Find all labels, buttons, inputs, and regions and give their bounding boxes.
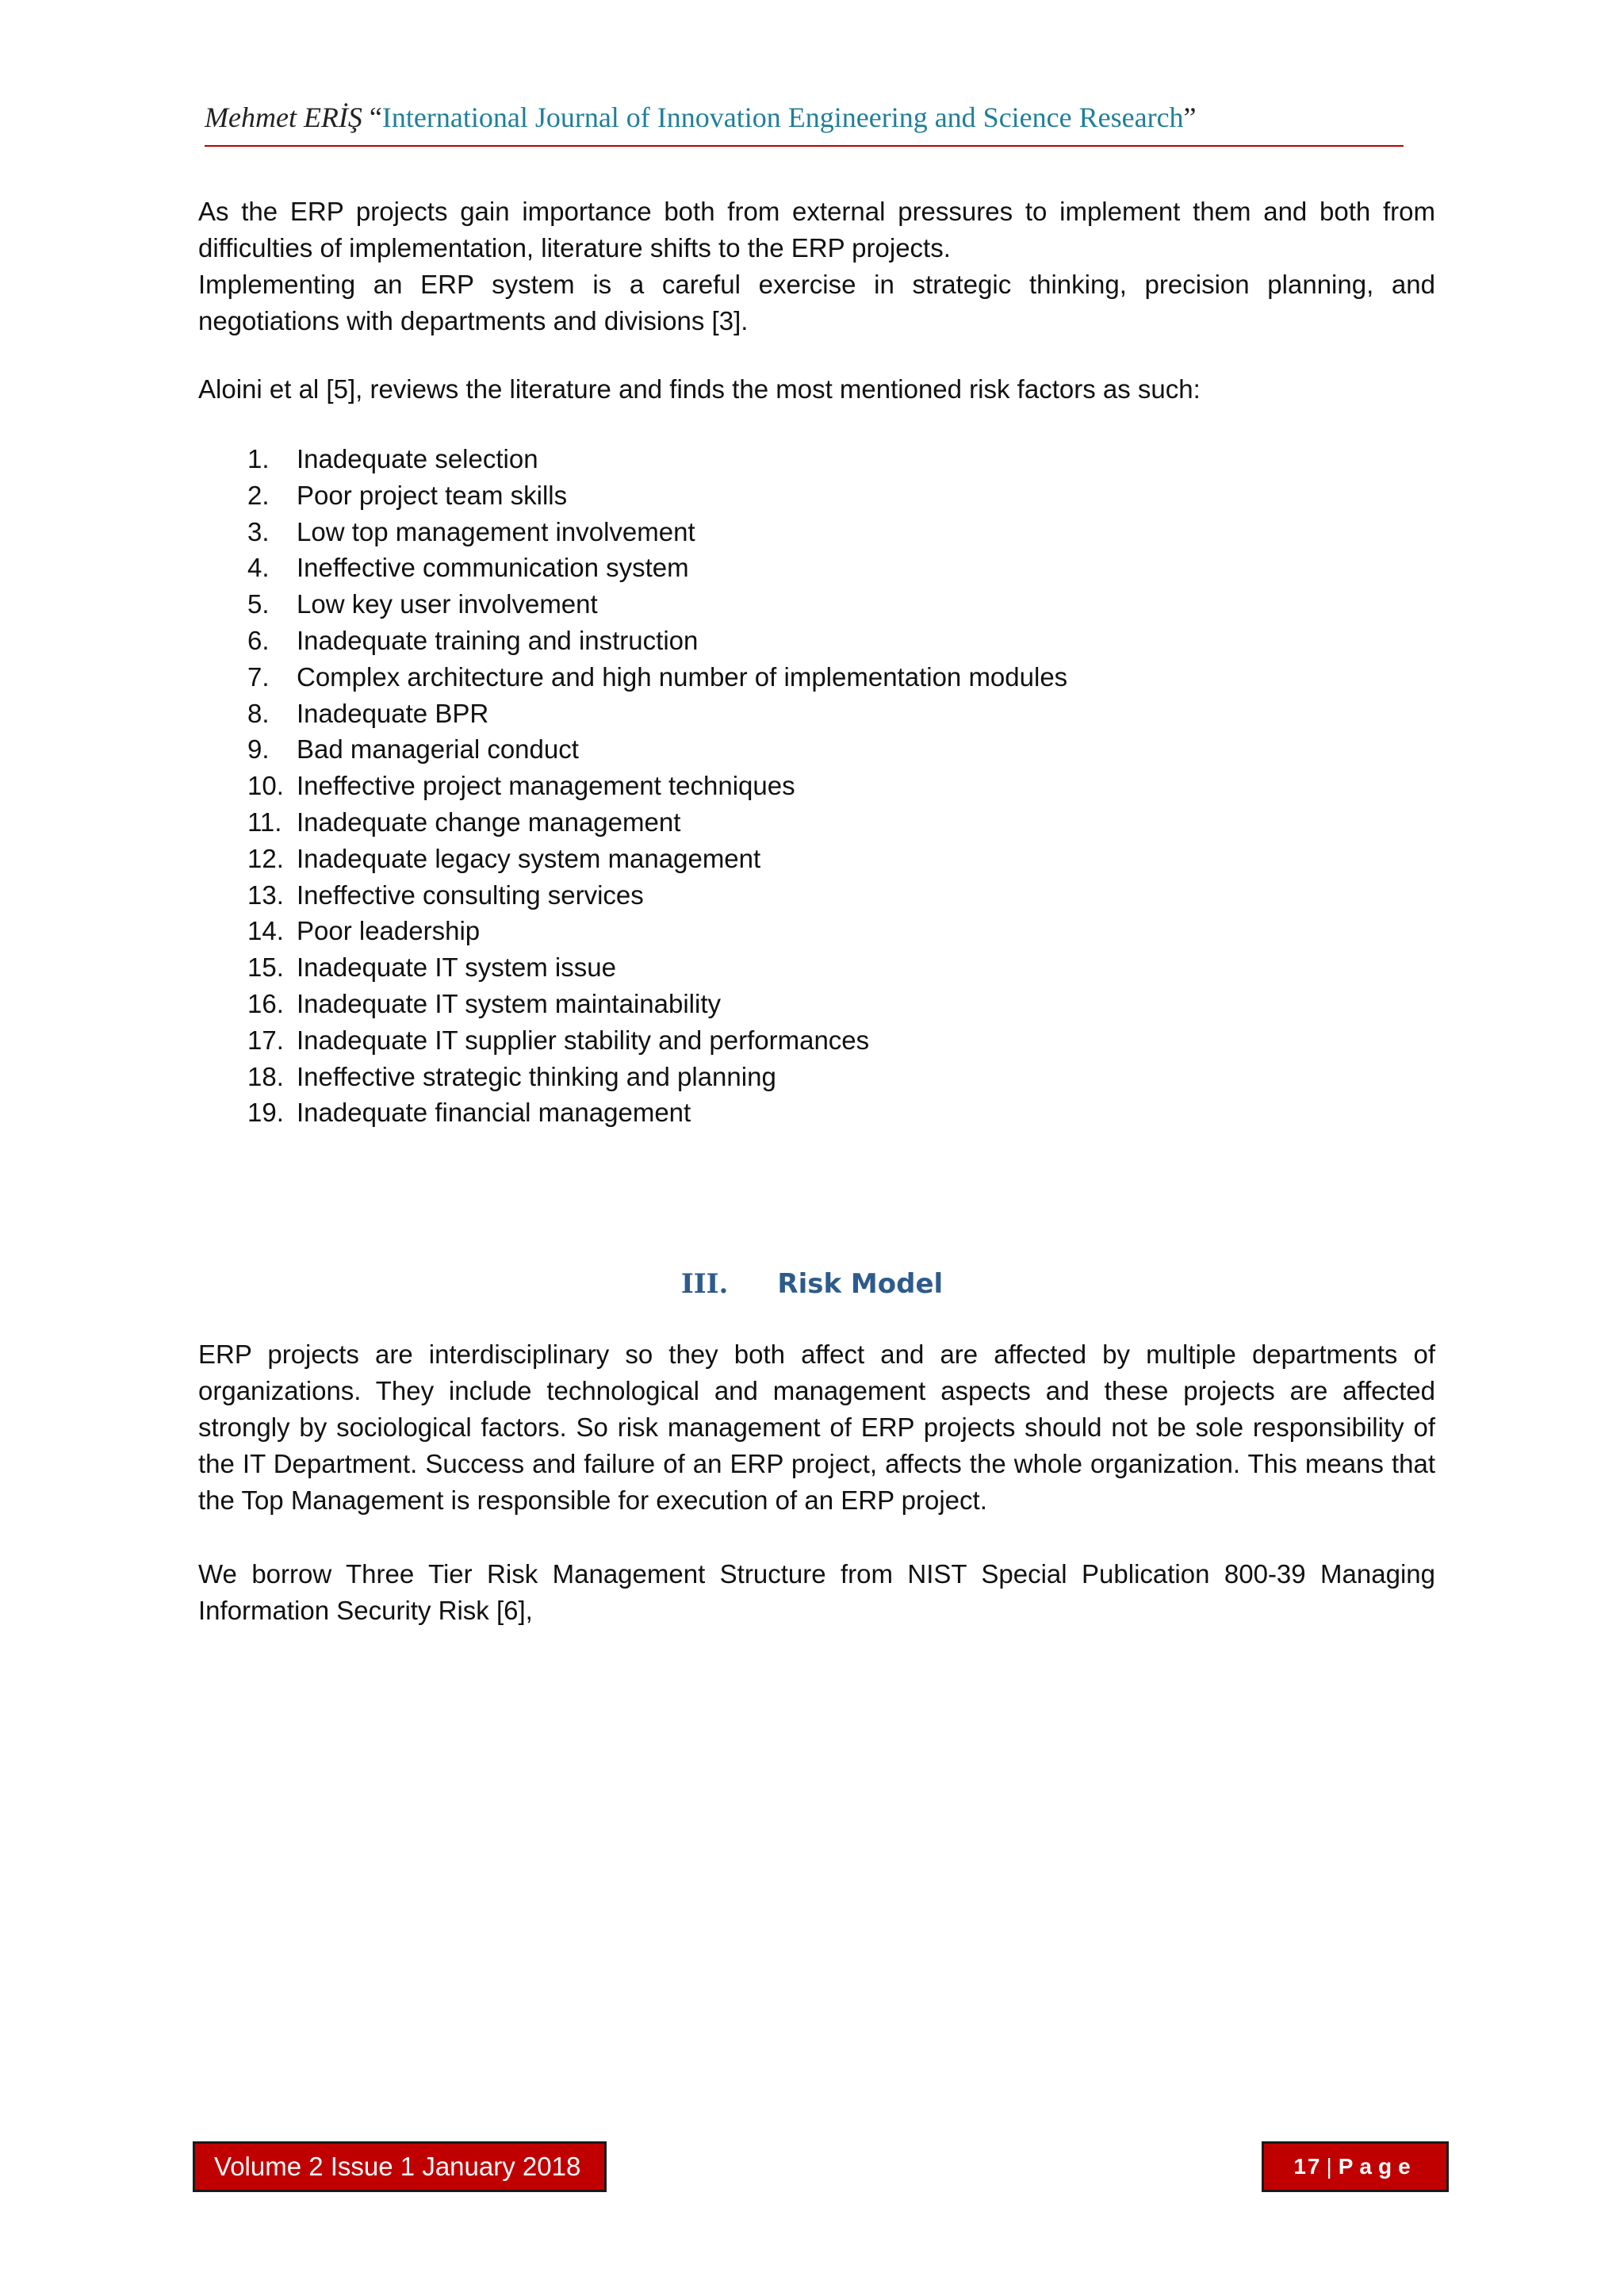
running-header (205, 97, 1404, 138)
list-item-text: Ineffective strategic thinking and planning (297, 1061, 776, 1091)
list-item (198, 1022, 1388, 1059)
list-item (198, 1094, 1388, 1131)
section-heading (0, 1265, 1624, 1303)
list-item-number: 16. (247, 988, 284, 1018)
list-item (198, 586, 1388, 623)
list-item (198, 949, 1388, 986)
list-item-text: Complex architecture and high number of implementation modules (297, 661, 1068, 692)
intro-paragraph-2: Implementing an ERP system is a careful exercise in strategic thinking, precision planning, and negotiations with departments and divisions [3]. (198, 270, 1435, 335)
list-item-text: Ineffective consulting services (297, 880, 644, 910)
header-author: Mehmet ERİŞ (205, 102, 362, 133)
list-item (198, 804, 1388, 841)
footer-page-number: 17 (1293, 2154, 1322, 2179)
risk-model-paragraph-1-block (198, 1336, 1435, 1519)
intro-paragraph-3-block (198, 371, 1435, 408)
list-item-number: 7. (247, 661, 270, 692)
list-item-number: 3. (247, 516, 270, 546)
list-item-number: 12. (247, 843, 284, 873)
list-item-number: 18. (247, 1061, 284, 1091)
intro-paragraphs (198, 194, 1435, 339)
list-item (198, 659, 1388, 696)
list-item (198, 441, 1388, 477)
list-item-text: Inadequate IT system maintainability (297, 988, 722, 1018)
list-item-text: Inadequate training and instruction (297, 625, 699, 655)
footer-separator: | (1326, 2154, 1334, 2179)
header-rule (205, 145, 1404, 147)
footer-page-label: Page (1338, 2154, 1417, 2179)
intro-paragraph-1: As the ERP projects gain importance both from external pressures to implement them and both from difficulties of implementation, literature shifts to the ERP projects. (198, 197, 1435, 263)
list-item-number: 5. (247, 589, 270, 619)
list-item-text: Inadequate BPR (297, 698, 489, 728)
intro-paragraph-3: Aloini et al [5], reviews the literature and finds the most mentioned risk factors as such: (198, 374, 1201, 404)
header-close-quote: ” (1183, 102, 1197, 133)
list-item-text: Bad managerial conduct (297, 734, 579, 765)
list-item-number: 19. (247, 1098, 284, 1128)
risk-factor-list (198, 441, 1388, 1131)
list-item-text: Inadequate change management (297, 807, 681, 837)
list-item-number: 2. (247, 480, 270, 510)
section-title: Risk Model (777, 1268, 944, 1300)
section-number: III. (680, 1268, 729, 1300)
list-item (198, 986, 1388, 1022)
list-item (198, 550, 1388, 586)
list-item-number: 8. (247, 698, 270, 728)
list-item-text: Low top management involvement (297, 516, 695, 546)
list-item-number: 10. (247, 771, 284, 801)
footer-issue: Volume 2 Issue 1 January 2018 (214, 2152, 581, 2181)
footer-issue-box (193, 2141, 607, 2192)
list-item (198, 696, 1388, 732)
list-item-text: Inadequate selection (297, 444, 538, 473)
list-item-text: Ineffective project management techniques (297, 771, 795, 801)
list-item (198, 913, 1388, 949)
list-item-text: Low key user involvement (297, 589, 598, 619)
risk-model-paragraph-1: ERP projects are interdisciplinary so they both affect and are affected by multiple departments of organizations. They include technological and management aspects and these projects are affected strongly by sociological factors. So risk management of ERP projects should not be sole responsibility of the IT Department. Success and failure of an ERP project, affects the whole organization. This means that the Top Management is responsible for execution of an ERP project. (198, 1340, 1435, 1515)
list-item-number: 11. (247, 807, 282, 837)
list-item (198, 768, 1388, 804)
list-item-number: 9. (247, 734, 270, 765)
risk-model-paragraph-2: We borrow Three Tier Risk Management Structure from NIST Special Publication 800-39 Managing Information Security Risk [6], (198, 1559, 1435, 1625)
list-item-text: Inadequate IT system issue (297, 953, 616, 983)
list-item-text: Inadequate legacy system management (297, 843, 761, 873)
header-journal-title: International Journal of Innovation Engineering and Science Research (381, 102, 1184, 133)
list-item-text: Inadequate IT supplier stability and performances (297, 1025, 870, 1055)
list-item (198, 841, 1388, 877)
list-item-text: Ineffective communication system (297, 553, 689, 583)
list-item (198, 1059, 1388, 1095)
list-item-text: Inadequate financial management (297, 1098, 691, 1128)
risk-model-paragraph-2-block (198, 1556, 1435, 1629)
list-item (198, 877, 1388, 914)
list-item-number: 1. (247, 444, 270, 473)
list-item (198, 477, 1388, 514)
list-item (198, 731, 1388, 768)
list-item-number: 4. (247, 553, 270, 583)
list-item-number: 13. (247, 880, 284, 910)
list-item-text: Poor leadership (297, 916, 481, 946)
list-item (198, 514, 1388, 550)
list-item-text: Poor project team skills (297, 480, 568, 510)
list-item (198, 623, 1388, 659)
list-item-number: 15. (247, 953, 284, 983)
list-item-number: 6. (247, 625, 270, 655)
header-open-quote: “ (369, 102, 382, 133)
footer-page-box (1262, 2141, 1449, 2192)
list-item-number: 17. (247, 1025, 284, 1055)
list-item-number: 14. (247, 916, 284, 946)
